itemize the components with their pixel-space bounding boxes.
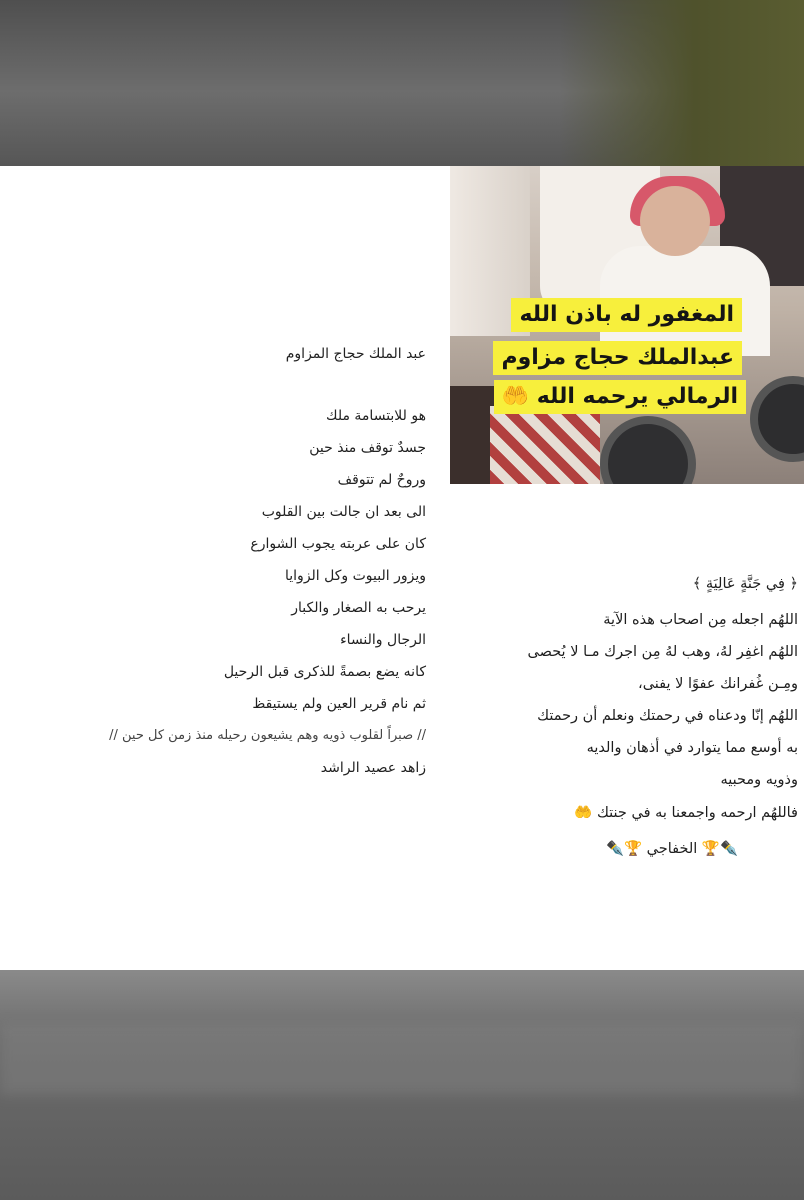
memorial-post-image xyxy=(0,166,804,970)
dua-line: فاللهُم ارحمه واجمعنا به في جنتك 🤲 xyxy=(574,805,798,821)
poem-line: وروحٌ لم تتوقف xyxy=(337,472,426,488)
dua-signature: ✒️🏆 الخفاجي 🏆✒️ xyxy=(605,841,738,857)
photo-caption-line-3: الرمالي يرحمه الله 🤲 xyxy=(494,380,746,414)
poem-line: الرجال والنساء xyxy=(340,632,426,648)
dua-line: اللهُم اغفِر لهُ، وهب لهُ مِن اجرك مـا لا يُحصى xyxy=(527,644,798,660)
dua-heading: ﴿ فِي جَنَّةٍ عَالِيَةٍ ﴾ xyxy=(692,576,798,592)
photo-caption-line-1: المغفور له باذن الله xyxy=(511,298,742,332)
poem-line: الى بعد ان جالت بين القلوب xyxy=(261,504,426,520)
memorial-photo xyxy=(450,166,804,484)
bottom-blur-band xyxy=(0,1025,804,1095)
dua-line: اللهُم اجعله مِن اصحاب هذه الآية xyxy=(603,612,798,628)
poem-line: ثم نام قرير العين ولم يستيقظ xyxy=(252,696,426,712)
poem-line: جسدٌ توقف منذ حين xyxy=(309,440,426,456)
poem-line: // صبراً لقلوب ذويه وهم يشيعون رحيله منذ زمن كل حين // xyxy=(109,728,426,743)
poem-title: عبد الملك حجاج المزاوم xyxy=(285,346,426,362)
bottom-blurred-background xyxy=(0,970,804,1200)
top-blurred-background xyxy=(0,0,804,166)
dua-line: به أوسع مما يتوارد في أذهان والديه xyxy=(586,740,798,756)
dua-line: وذويه ومحبيه xyxy=(720,772,798,788)
poem-line: كان على عربته يجوب الشوارع xyxy=(250,536,426,552)
dua-line: ومِـن غُفرانك عفوًا لا يفنى، xyxy=(638,676,798,692)
poem-line: ويزور البيوت وكل الزوايا xyxy=(285,568,426,584)
poem-line: كانه يضع بصمةً للذكرى قبل الرحيل xyxy=(223,664,426,680)
dua-line: اللهُم إنّا ودعناه في رحمتك ونعلم أن رحمتك xyxy=(537,708,798,724)
poem-line: هو للابتسامة ملك xyxy=(326,408,426,424)
poem-signature: زاهد عصيد الراشد xyxy=(320,760,426,776)
top-blur-accent xyxy=(560,0,804,166)
photo-caption-line-2: عبدالملك حجاج مزاوم xyxy=(493,341,742,375)
poem-line: يرحب به الصغار والكبار xyxy=(291,600,426,616)
